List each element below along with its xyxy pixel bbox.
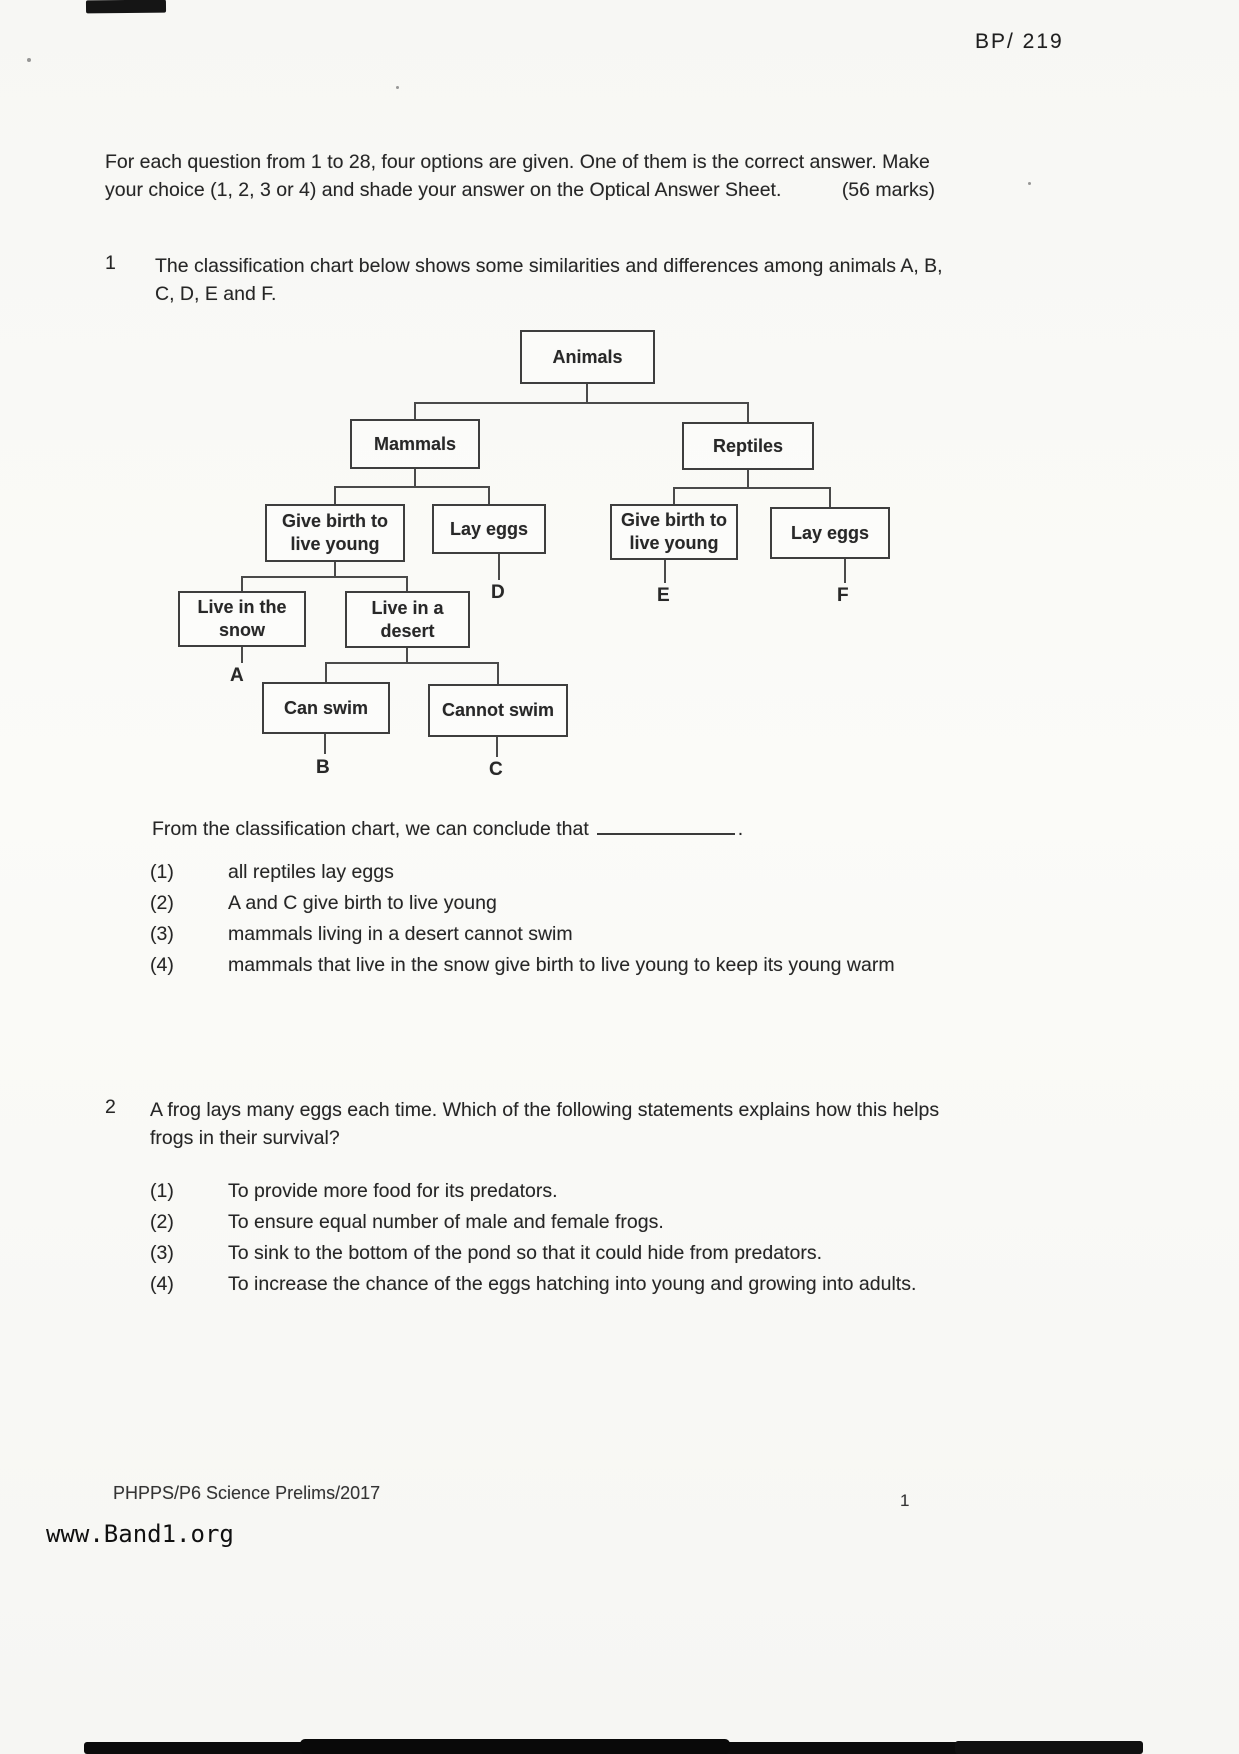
node-animals: Animals <box>520 330 655 384</box>
node-reptile-lay-eggs: Lay eggs <box>770 507 890 559</box>
connector <box>406 576 408 591</box>
option-number: (2) <box>150 892 174 914</box>
option-text: To increase the chance of the eggs hatching into young and growing into adults. <box>228 1273 917 1295</box>
node-reptile-give-birth: Give birth to live young <box>610 504 738 560</box>
question-1-conclusion <box>152 818 743 841</box>
question-2-options <box>150 1176 960 1300</box>
option-number: (4) <box>150 954 174 976</box>
connector <box>414 469 416 486</box>
option-row <box>150 1269 960 1300</box>
question-1-stem: The classification chart below shows some similarities and differences among animals A, B, C, D, E and F. <box>155 255 943 305</box>
connector <box>496 737 498 757</box>
connector <box>497 662 499 684</box>
label-animal-c: C <box>489 759 503 780</box>
scan-bar-bottom <box>955 1741 1143 1754</box>
label-animal-d: D <box>491 582 505 603</box>
option-number: (2) <box>150 1211 174 1233</box>
connector <box>498 554 500 580</box>
question-2-number: 2 <box>105 1096 116 1118</box>
node-live-in-desert: Live in a desert <box>345 591 470 648</box>
conclusion-text: From the classification chart, we can conclude that <box>152 818 589 840</box>
page-number: 1 <box>900 1491 910 1510</box>
question-2-stem: A frog lays many eggs each time. Which of the following statements explains how this helps frogs in their survival? <box>150 1099 940 1149</box>
connector <box>414 402 749 404</box>
node-mammals: Mammals <box>350 419 480 469</box>
footer-document-title: PHPPS/P6 Science Prelims/2017 <box>113 1483 381 1503</box>
connector <box>324 734 326 754</box>
option-row <box>150 1238 960 1269</box>
scan-speck <box>27 58 31 62</box>
label-animal-e: E <box>657 585 670 606</box>
connector <box>325 662 498 664</box>
option-row <box>150 857 950 888</box>
marks-label: (56 marks) <box>841 179 935 201</box>
node-live-in-snow: Live in the snow <box>178 591 306 647</box>
connector <box>406 648 408 662</box>
option-text: all reptiles lay eggs <box>228 861 394 883</box>
option-text: To ensure equal number of male and female frogs. <box>228 1211 664 1233</box>
connector <box>334 486 490 488</box>
connector <box>334 562 336 576</box>
conclusion-period: . <box>737 818 744 840</box>
option-number: (1) <box>150 861 174 883</box>
option-number: (4) <box>150 1273 174 1295</box>
connector <box>241 647 243 663</box>
scan-bar-bottom <box>300 1739 730 1754</box>
instructions-text: For each question from 1 to 28, four options are given. One of them is the correct answer. Make your choice (1, 2, 3 or 4) and shade your answer on the Optical Answer Sheet. <box>105 151 930 201</box>
connector <box>664 560 666 583</box>
option-row <box>150 950 950 981</box>
watermark-url: www.Band1.org <box>46 1520 234 1548</box>
node-reptiles: Reptiles <box>682 422 814 470</box>
connector <box>747 402 749 422</box>
answer-blank <box>597 821 735 835</box>
node-cannot-swim: Cannot swim <box>428 684 568 737</box>
option-row <box>150 1207 960 1238</box>
option-text: mammals living in a desert cannot swim <box>228 923 573 945</box>
label-animal-b: B <box>316 757 330 778</box>
connector <box>414 402 416 419</box>
connector <box>829 487 831 507</box>
connector <box>241 576 243 591</box>
option-number: (3) <box>150 923 174 945</box>
node-mammal-give-birth: Give birth to live young <box>265 504 405 562</box>
page-reference: BP/ 219 <box>975 30 1064 53</box>
connector <box>488 486 490 504</box>
connector <box>844 559 846 583</box>
question-1-number: 1 <box>105 252 116 274</box>
option-row <box>150 1176 960 1207</box>
scan-speck <box>396 86 399 89</box>
connector <box>673 487 675 504</box>
scan-speck <box>1028 182 1031 185</box>
connector <box>586 384 588 402</box>
connector <box>747 470 749 487</box>
connector <box>334 486 336 504</box>
option-row <box>150 919 950 950</box>
question-1-options <box>150 857 950 981</box>
option-text: mammals that live in the snow give birth to live young to keep its young warm <box>228 954 895 976</box>
connector <box>241 576 408 578</box>
connector <box>325 662 327 682</box>
instructions-block <box>105 148 945 204</box>
node-can-swim: Can swim <box>262 682 390 734</box>
option-number: (3) <box>150 1242 174 1264</box>
option-row <box>150 888 950 919</box>
option-text: To sink to the bottom of the pond so that it could hide from predators. <box>228 1242 823 1264</box>
label-animal-a: A <box>230 665 244 686</box>
option-text: A and C give birth to live young <box>228 892 497 914</box>
node-mammal-lay-eggs: Lay eggs <box>432 504 546 554</box>
option-text: To provide more food for its predators. <box>228 1180 558 1202</box>
connector <box>673 487 831 489</box>
scan-smudge-top <box>86 0 166 13</box>
label-animal-f: F <box>837 585 849 606</box>
option-number: (1) <box>150 1180 174 1202</box>
